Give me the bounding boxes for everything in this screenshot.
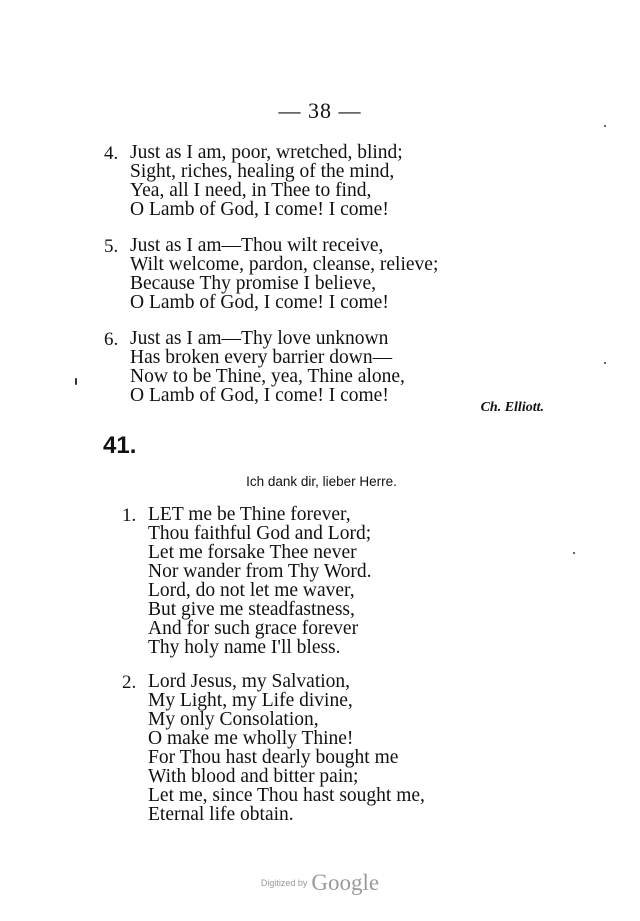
verse-line: Sight, riches, healing of the mind,	[130, 161, 395, 182]
verse-line: My only Consolation,	[148, 709, 319, 730]
verse-line: Just as I am, poor, wretched, blind;	[130, 142, 403, 163]
stanza-number: 2.	[122, 672, 137, 693]
hymn-number: 41.	[103, 432, 137, 459]
verse-line: Now to be Thine, yea, Thine alone,	[130, 366, 405, 387]
verse-line: O Lamb of God, I come! I come!	[130, 292, 389, 313]
verse-line: Because Thy promise I believe,	[130, 273, 377, 294]
verse-line: For Thou hast dearly bought me	[148, 747, 399, 768]
verse-line: O Lamb of God, I come! I come!	[130, 385, 389, 406]
scan-speck	[604, 125, 606, 127]
verse-line: Wilt welcome, pardon, cleanse, relieve;	[130, 254, 439, 275]
verse-line: LET me be Thine forever,	[148, 504, 351, 525]
verse-line: Yea, all I need, in Thee to find,	[130, 180, 372, 201]
verse-line: Eternal life obtain.	[148, 804, 294, 825]
stanza-number: 4.	[104, 143, 119, 164]
tune-title: Ich dank dir, lieber Herre.	[246, 474, 397, 489]
page-number: — 38 —	[278, 98, 362, 123]
verse-line: O make me wholly Thine!	[148, 728, 354, 749]
verse-line: My Light, my Life divine,	[148, 690, 353, 711]
stanza-number: 5.	[104, 236, 119, 257]
google-logo: Google	[311, 870, 380, 895]
verse-line: Thou faithful God and Lord;	[148, 523, 372, 544]
scan-speck	[573, 552, 575, 554]
verse-line: Lord, do not let me waver,	[148, 580, 355, 601]
verse-line: Has broken every barrier down—	[130, 347, 393, 368]
verse-line: Just as I am—Thou wilt receive,	[130, 235, 384, 256]
verse-line: Let me, since Thou hast sought me,	[148, 785, 425, 806]
footer-watermark	[0, 870, 640, 896]
verse-line: Just as I am—Thy love unknown	[130, 328, 389, 349]
verse-line: With blood and bitter pain;	[148, 766, 359, 787]
verse-line: Lord Jesus, my Salvation,	[148, 671, 351, 692]
digitized-by-text: Digitized by	[260, 878, 308, 888]
verse-line: But give me steadfastness,	[148, 599, 355, 620]
verse-line: And for such grace forever	[148, 618, 359, 639]
verse-line: O Lamb of God, I come! I come!	[130, 199, 389, 220]
stanza-number: 1.	[122, 505, 137, 526]
verse-line: Nor wander from Thy Word.	[148, 561, 372, 582]
verse-line: Let me forsake Thee never	[148, 542, 357, 563]
author-credit: Ch. Elliott.	[480, 400, 544, 415]
stanza-number: 6.	[104, 329, 119, 350]
scan-speck	[75, 378, 77, 385]
scan-speck	[604, 362, 606, 364]
verse-line: Thy holy name I'll bless.	[148, 637, 341, 658]
